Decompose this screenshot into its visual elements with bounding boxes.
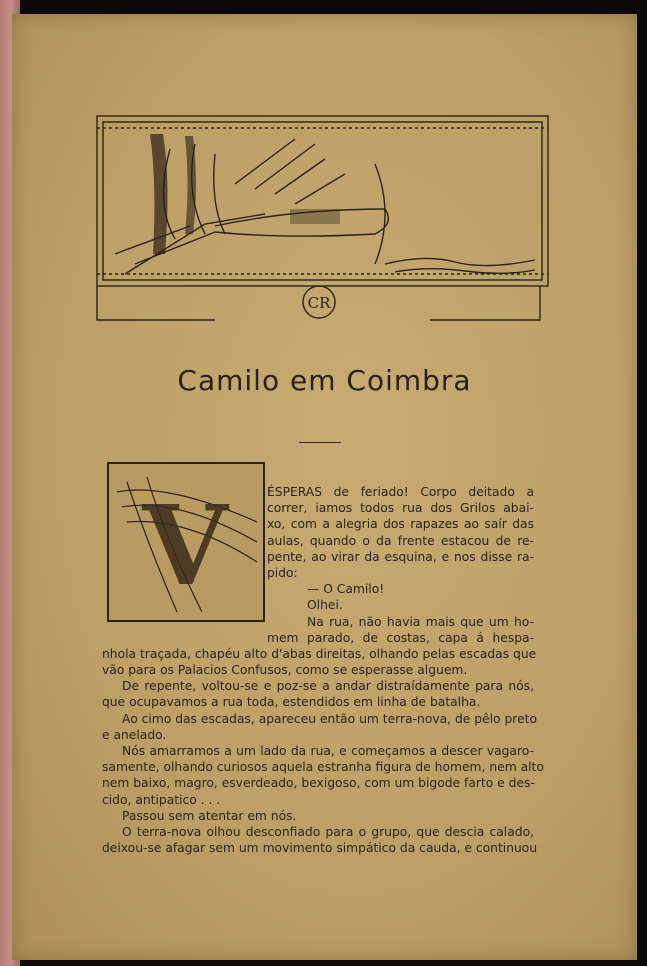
text-line: Ao cimo das escadas, apareceu então um terra-nova, de pêlo preto — [122, 711, 537, 726]
text-line: mem parado, de costas, capa á hespa- — [267, 630, 534, 645]
text-line: Nós amarramos a um lado da rua, e começamos a descer vagaro- — [122, 744, 534, 758]
text-line: Na rua, não havia mais que um ho- — [307, 614, 534, 629]
book-page — [12, 14, 637, 960]
page-title: Camilo em Coimbra — [177, 364, 472, 397]
text-line: pente, ao virar da esquina, e nos disse ra- — [267, 549, 534, 564]
text-line: xo, com a alegria dos rapazes ao saír das — [267, 517, 534, 532]
text-line: deixou-se afagar sem um movimento simpático da cauda, e continuou — [102, 841, 538, 856]
text-line: vão para os Palacios Confusos, como se esperasse alguem. — [102, 663, 468, 678]
dropcap-letter: V — [142, 481, 228, 610]
text-line: samente, olhando curiosos aquela estranha figura de homem, nem alto — [102, 760, 544, 775]
text-line: aulas, quando o da frente estacou de re- — [267, 533, 534, 548]
text-line: nem baixo, magro, esverdeado, bexigoso, com um bigode farto e des- — [102, 776, 535, 791]
text-line: ÉSPERAS de feriado! Corpo deitado a — [267, 485, 534, 499]
text-line: pido: — [267, 565, 298, 580]
text-line: Olhei. — [307, 598, 343, 613]
title-divider — [299, 442, 341, 443]
text-line: que ocupavamos a rua toda, estendidos em linha de batalha. — [102, 695, 481, 710]
body-text — [102, 484, 544, 856]
text-line: — O Camilo! — [307, 582, 385, 597]
text-line: correr, iamos todos rua dos Grilos abai- — [267, 501, 534, 516]
text-line: Passou sem atentar em nós. — [122, 808, 297, 823]
text-line: e anelado. — [102, 727, 167, 742]
text-line: nhola traçada, chapéu alto d'abas direitas, olhando pelas escadas que — [102, 646, 537, 661]
text-line: cido, antipatico . . . — [102, 792, 221, 807]
monogram-text: CR — [307, 294, 331, 312]
text-line: De repente, voltou-se e poz-se a andar distraídamente para nós, — [122, 679, 534, 694]
text-line: O terra-nova olhou desconfiado para o grupo, que descia calado, — [122, 824, 534, 839]
header-illustration — [95, 114, 550, 324]
